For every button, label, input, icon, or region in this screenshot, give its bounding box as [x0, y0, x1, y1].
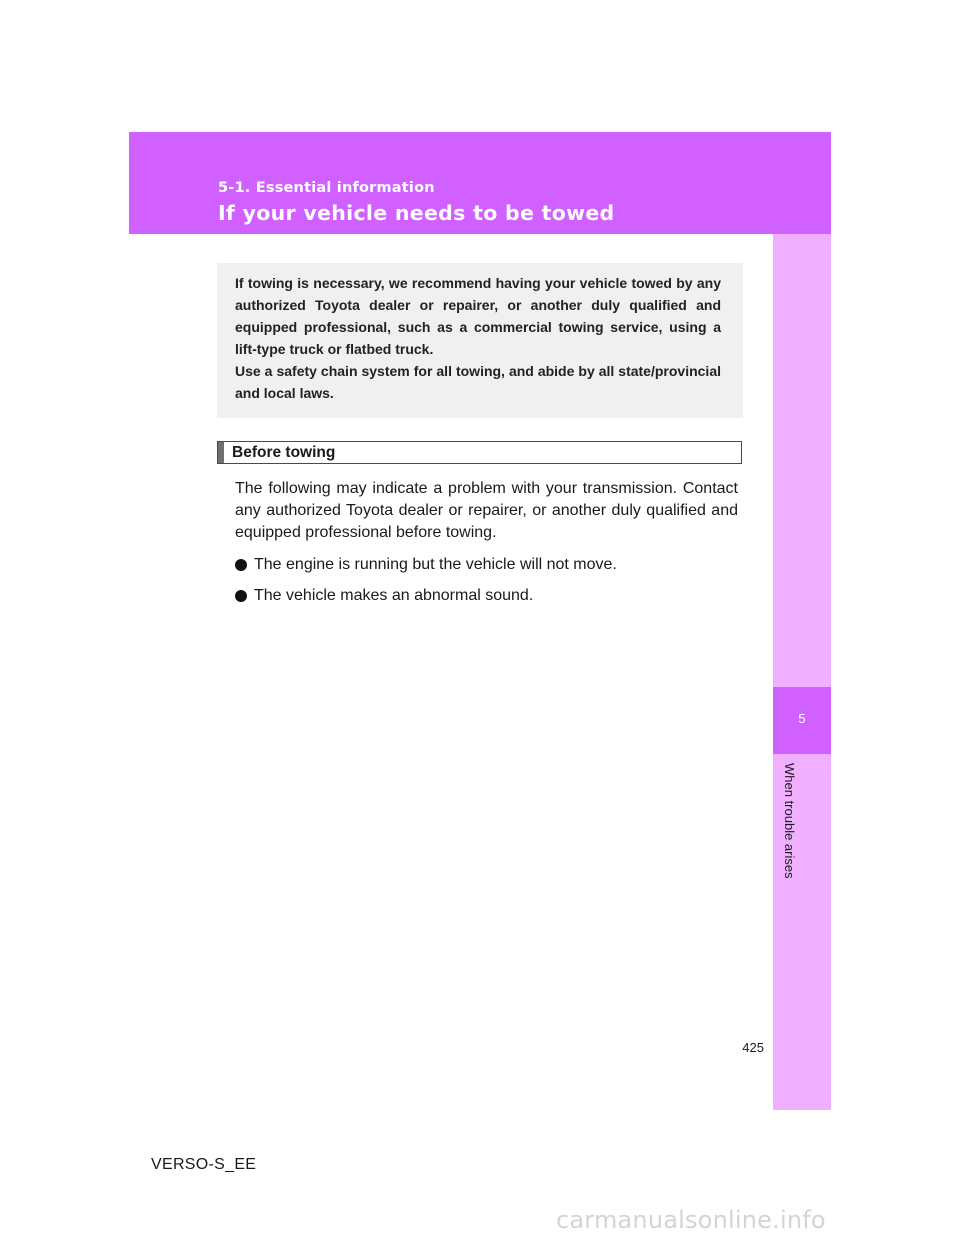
intro-box	[217, 263, 743, 418]
side-tab	[773, 234, 831, 1110]
heading-marker	[218, 442, 224, 463]
chapter-tab	[773, 687, 831, 754]
chapter-name: When trouble arises	[782, 763, 797, 879]
subsection-heading	[217, 441, 742, 464]
page-number: 425	[742, 1040, 764, 1055]
intro-paragraph: Use a safety chain system for all towing, and abide by all state/provincial and local laws.	[235, 363, 721, 401]
chapter-number: 5	[798, 711, 806, 726]
page-title: If your vehicle needs to be towed	[218, 201, 615, 225]
list-item-text: The engine is running but the vehicle will not move.	[254, 556, 617, 573]
bullet-dot-icon	[235, 590, 247, 602]
bullet-list	[235, 554, 738, 616]
subsection-heading-text: Before towing	[232, 443, 336, 461]
list-item-text: The vehicle makes an abnormal sound.	[254, 587, 534, 604]
section-label: 5-1. Essential information	[218, 180, 435, 196]
bullet-dot-icon	[235, 559, 247, 571]
list-item	[235, 554, 738, 576]
intro-paragraph: If towing is necessary, we recommend having your vehicle towed by any authorized Toyota dealer or repairer, or another duly qualified and equipped professional, such as a commercial towing service, using a lift-type truck or flatbed truck.	[235, 275, 721, 357]
watermark: carmanualsonline.info	[556, 1206, 826, 1234]
model-code: VERSO-S_EE	[151, 1156, 257, 1173]
list-item	[235, 585, 738, 607]
body-paragraph: The following may indicate a problem with your transmission. Contact any authorized Toyota dealer or repairer, or another duly qualified and equipped professional before towing.	[235, 480, 738, 541]
